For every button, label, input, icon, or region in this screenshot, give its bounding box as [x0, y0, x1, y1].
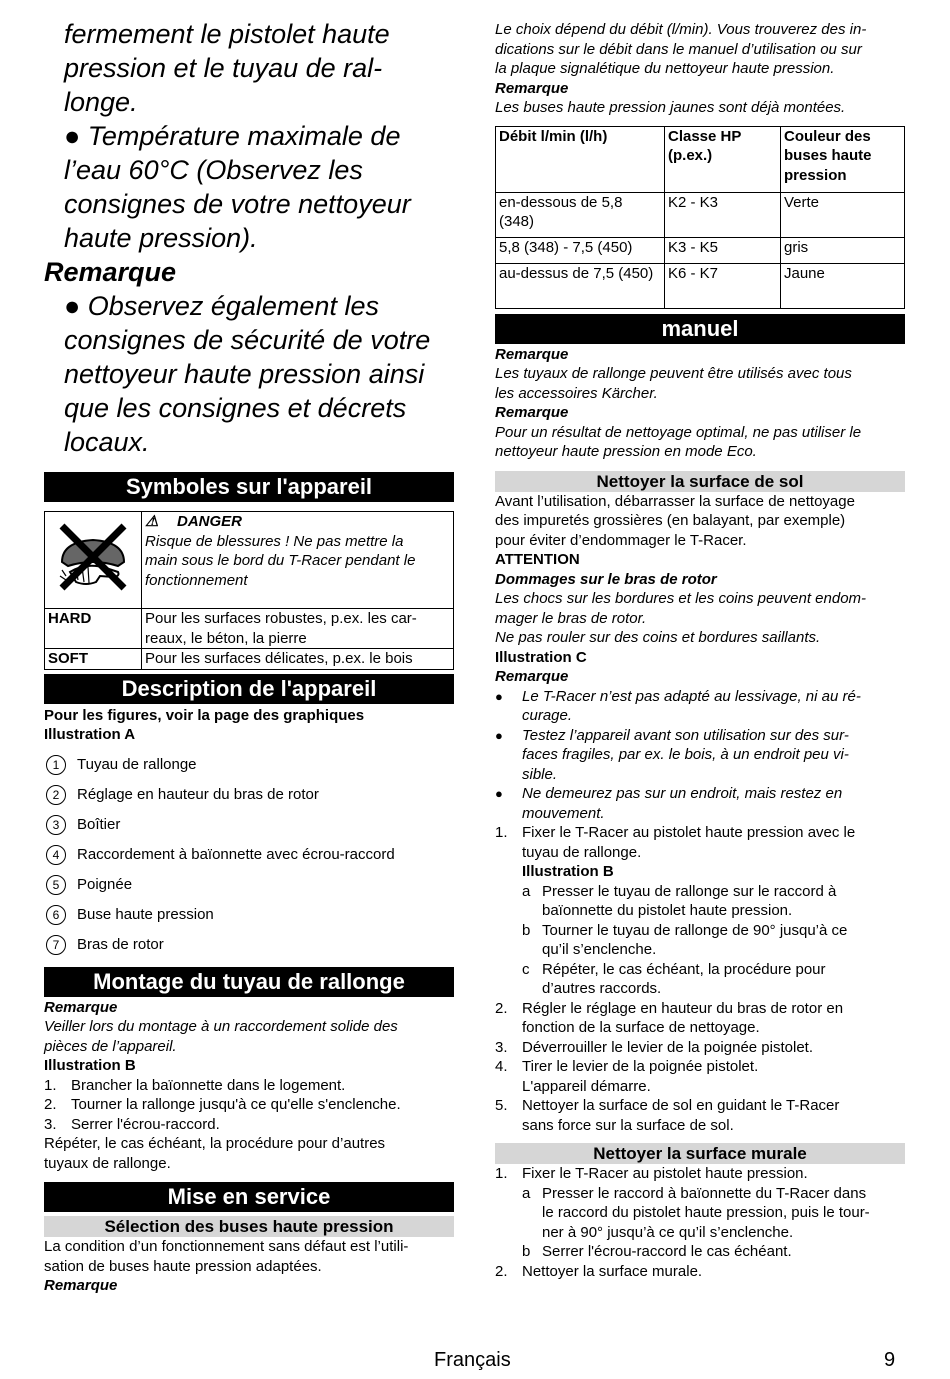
number-circle: 2	[46, 785, 66, 805]
text-line: consignes de votre nettoyeur	[64, 189, 411, 219]
list-item	[44, 780, 454, 810]
table-cell: au-dessus de 7,5 (450)	[496, 263, 665, 308]
table-cell: K2 - K3	[665, 192, 781, 237]
text-line: Avant l’utilisation, débarrasser la surface de nettoyage	[495, 492, 855, 510]
bullet-dot-icon: ●	[495, 688, 503, 704]
right-column	[495, 0, 905, 1281]
table-row	[496, 263, 905, 308]
parts-list	[44, 750, 454, 960]
substep: c Répéter, le cas échéant, la procédure pour d’autres raccords.	[522, 960, 826, 997]
left-column	[44, 0, 454, 1296]
step: 1. Fixer le T-Racer au pistolet haute pression.	[495, 1165, 808, 1182]
bullet-item: ● Ne demeurez pas sur un endroit, mais restez en mouvement.	[495, 785, 843, 822]
danger-line: Risque de blessures ! Ne pas mettre la	[145, 532, 404, 550]
bullet-dot-icon: ●	[495, 786, 503, 801]
part-label: Tuyau de rallonge	[77, 756, 197, 773]
step: 1. Brancher la baïonnette dans le logement.	[44, 1076, 346, 1094]
table-cell: K3 - K5	[665, 237, 781, 263]
list-item	[44, 870, 454, 900]
remark-heading: Remarque	[495, 345, 569, 363]
text-line: Le choix dépend du débit (l/min). Vous trouverez des in-	[495, 21, 867, 38]
text-line: nettoyeur haute pression ainsi	[64, 359, 425, 389]
intro	[495, 20, 905, 118]
table-cell: Jaune	[781, 263, 905, 308]
after-line: tuyaux de rallonge.	[44, 1154, 171, 1172]
table-cell: 5,8 (348) - 7,5 (450)	[496, 237, 665, 263]
danger-heading: ⚠ DANGER	[145, 513, 243, 530]
text-line: l’eau 60°C (Observez les	[64, 155, 363, 185]
symbol-cell	[45, 512, 142, 609]
bullet-dot-icon: ●	[495, 727, 503, 743]
text-line: pour éviter d’endommager le T-Racer.	[495, 531, 747, 549]
step: 2. Nettoyer la surface murale.	[495, 1262, 703, 1280]
step: 4. Tirer le levier de la poignée pistolet. L'appareil démarre.	[495, 1058, 759, 1095]
text-line: sation de buses haute pression adaptées.	[44, 1257, 322, 1275]
text-line: ● Observez également les	[64, 291, 379, 321]
text-line: des impuretés grossières (en balayant, par exemple)	[495, 512, 846, 529]
step: 5. Nettoyer la surface de sol en guidant le T-Racer sans force sur la surface de sol.	[495, 1097, 840, 1134]
number-circle: 3	[46, 815, 66, 835]
text-line: Les tuyaux de rallonge peuvent être utilisés avec tous	[495, 365, 852, 382]
text-line: dications sur le débit dans le manuel d’utilisation ou sur	[495, 40, 862, 58]
text-line: les accessoires Kärcher.	[495, 384, 658, 402]
step: 1. Fixer le T-Racer au pistolet haute pression avec le tuyau de rallonge. Illustration B	[495, 824, 856, 880]
danger-cell	[142, 512, 454, 609]
table-cell: en-dessous de 5,8 (348)	[496, 192, 665, 237]
text-line: consignes de sécurité de votre	[64, 325, 431, 355]
table-cell: gris	[781, 237, 905, 263]
hard-text-line: Pour les surfaces robustes, p.ex. les car-	[145, 610, 417, 627]
list-item	[44, 750, 454, 780]
table-row	[496, 192, 905, 237]
text-line: nettoyeur haute pression en mode Eco.	[495, 443, 757, 460]
text-line: la plaque signalétique du nettoyeur haute pression.	[495, 60, 835, 77]
page-number: 9	[884, 1349, 896, 1371]
soft-text: Pour les surfaces délicates, p.ex. le bois	[142, 649, 454, 670]
section-title-montage: Montage du tuyau de rallonge	[44, 967, 454, 997]
part-label: Poignée	[77, 876, 133, 893]
subsection-title-sol: Nettoyer la surface de sol	[495, 471, 905, 492]
text-line: Pour un résultat de nettoyage optimal, ne pas utiliser le	[495, 423, 862, 441]
table-header: Débit l/min (l/h)	[496, 126, 665, 192]
danger-line: main sous le bord du T-Racer pendant le	[145, 552, 416, 569]
remark-heading: Remarque	[495, 79, 569, 97]
list-item	[44, 810, 454, 840]
safety-notes	[44, 17, 454, 459]
text-line: pression et le tuyau de ral-	[64, 53, 383, 83]
number-circle: 4	[46, 845, 66, 865]
text-line: que les consignes et décrets	[64, 393, 407, 423]
illustration-b-label: Illustration B	[44, 1057, 136, 1074]
subsection-title-nozzles: Sélection des buses haute pression	[44, 1216, 454, 1237]
bullet-item: ● Le T-Racer n’est pas adapté au lessivage, ni au ré- curage.	[495, 687, 861, 724]
remark-heading: Remarque	[44, 998, 118, 1016]
text-line: haute pression).	[64, 223, 258, 253]
hard-text	[142, 609, 454, 649]
text-line: locaux.	[64, 427, 150, 457]
attention-label: ATTENTION	[495, 551, 580, 568]
table-row	[496, 237, 905, 263]
after-line: Répéter, le cas échéant, la procédure pour d’autres	[44, 1135, 386, 1152]
number-circle: 5	[46, 875, 66, 895]
step: 2. Tourner la rallonge jusqu'à ce qu'elle s'enclenche.	[44, 1096, 401, 1113]
number-circle: 1	[46, 755, 66, 775]
damage-title: Dommages sur le bras de rotor	[495, 570, 717, 588]
section-title-symbols: Symboles sur l'appareil	[44, 472, 454, 502]
number-circle: 6	[46, 905, 66, 925]
list-item	[44, 840, 454, 870]
substep: a Presser le tuyau de rallonge sur le raccord à baïonnette du pistolet haute pression.	[522, 882, 837, 919]
note-line: Veiller lors du montage à un raccordement solide des	[44, 1018, 398, 1035]
table-cell: K6 - K7	[665, 263, 781, 308]
part-label: Bras de rotor	[77, 936, 164, 953]
remark-heading: Remarque	[44, 257, 177, 287]
part-label: Buse haute pression	[77, 906, 214, 923]
hard-label: HARD	[45, 609, 142, 649]
step: 2. Régler le réglage en hauteur du bras de rotor en fonction de la surface de nettoyage.	[495, 999, 844, 1036]
figures-note: Pour les figures, voir la page des graphiques	[44, 706, 365, 724]
step: 3. Déverrouiller le levier de la poignée pistolet.	[495, 1038, 813, 1056]
text-line: ● Température maximale de	[64, 121, 401, 151]
text-line: Les chocs sur les bordures et les coins peuvent endom-	[495, 590, 867, 607]
part-label: Réglage en hauteur du bras de rotor	[77, 786, 319, 803]
soft-label: SOFT	[45, 649, 142, 670]
table-header: Classe HP (p.ex.)	[665, 126, 781, 192]
remark-heading: Remarque	[495, 404, 569, 421]
section-title-mise: Mise en service	[44, 1182, 454, 1212]
text-line: La condition d’un fonctionnement sans défaut est l’utili-	[44, 1238, 409, 1255]
number-circle: 7	[46, 935, 66, 955]
text-line: Ne pas rouler sur des coins et bordures saillants.	[495, 629, 821, 646]
table-header-row	[496, 126, 905, 192]
hard-text-line: reaux, le béton, la pierre	[145, 629, 307, 647]
bullet-item: ● Testez l’appareil avant son utilisation sur des sur- faces fragiles, par ex. le bois, à un endroit peu vi- sible.	[495, 726, 849, 783]
subsection-title-murale: Nettoyer la surface murale	[495, 1143, 905, 1164]
substep: b Tourner le tuyau de rallonge de 90° jusqu’à ce qu’il s’enclenche.	[522, 921, 848, 958]
danger-line: fonctionnement	[145, 571, 248, 589]
table-cell: Verte	[781, 192, 905, 237]
illustration-c-label: Illustration C	[495, 648, 587, 666]
warning-triangle-icon: ⚠	[145, 513, 159, 530]
remark-heading: Remarque	[44, 1277, 118, 1294]
table-header: Couleur des buses haute pression	[781, 126, 905, 192]
text-line: Les buses haute pression jaunes sont déjà montées.	[495, 99, 846, 116]
substep: a Presser le raccord à baïonnette du T-Racer dans le raccord du pistolet haute pression, puis le tour- ner à 90° jusqu’à ce qu’il s’enclenche.	[522, 1184, 870, 1241]
footer-language: Français	[434, 1349, 511, 1371]
substep: b Serrer l'écrou-raccord le cas échéant.	[522, 1243, 792, 1260]
illustration-a-label: Illustration A	[44, 726, 136, 743]
text-line: mager le bras de rotor.	[495, 609, 647, 627]
text-line: fermement le pistolet haute	[64, 19, 390, 49]
illustration-b-label: Illustration B	[522, 863, 614, 880]
section-title-description: Description de l'appareil	[44, 674, 454, 704]
part-label: Raccordement à baïonnette avec écrou-raccord	[77, 846, 395, 863]
section-title-manuel: manuel	[495, 314, 905, 344]
hand-warning-icon	[56, 522, 130, 592]
step: 3. Serrer l'écrou-raccord.	[44, 1115, 220, 1133]
note-line: pièces de l’appareil.	[44, 1037, 177, 1055]
text-line: longe.	[64, 87, 138, 117]
symbols-table	[44, 511, 454, 670]
nozzle-table	[495, 126, 905, 309]
list-item	[44, 900, 454, 930]
remark-heading: Remarque	[495, 668, 569, 685]
part-label: Boîtier	[77, 816, 121, 833]
list-item	[44, 930, 454, 960]
